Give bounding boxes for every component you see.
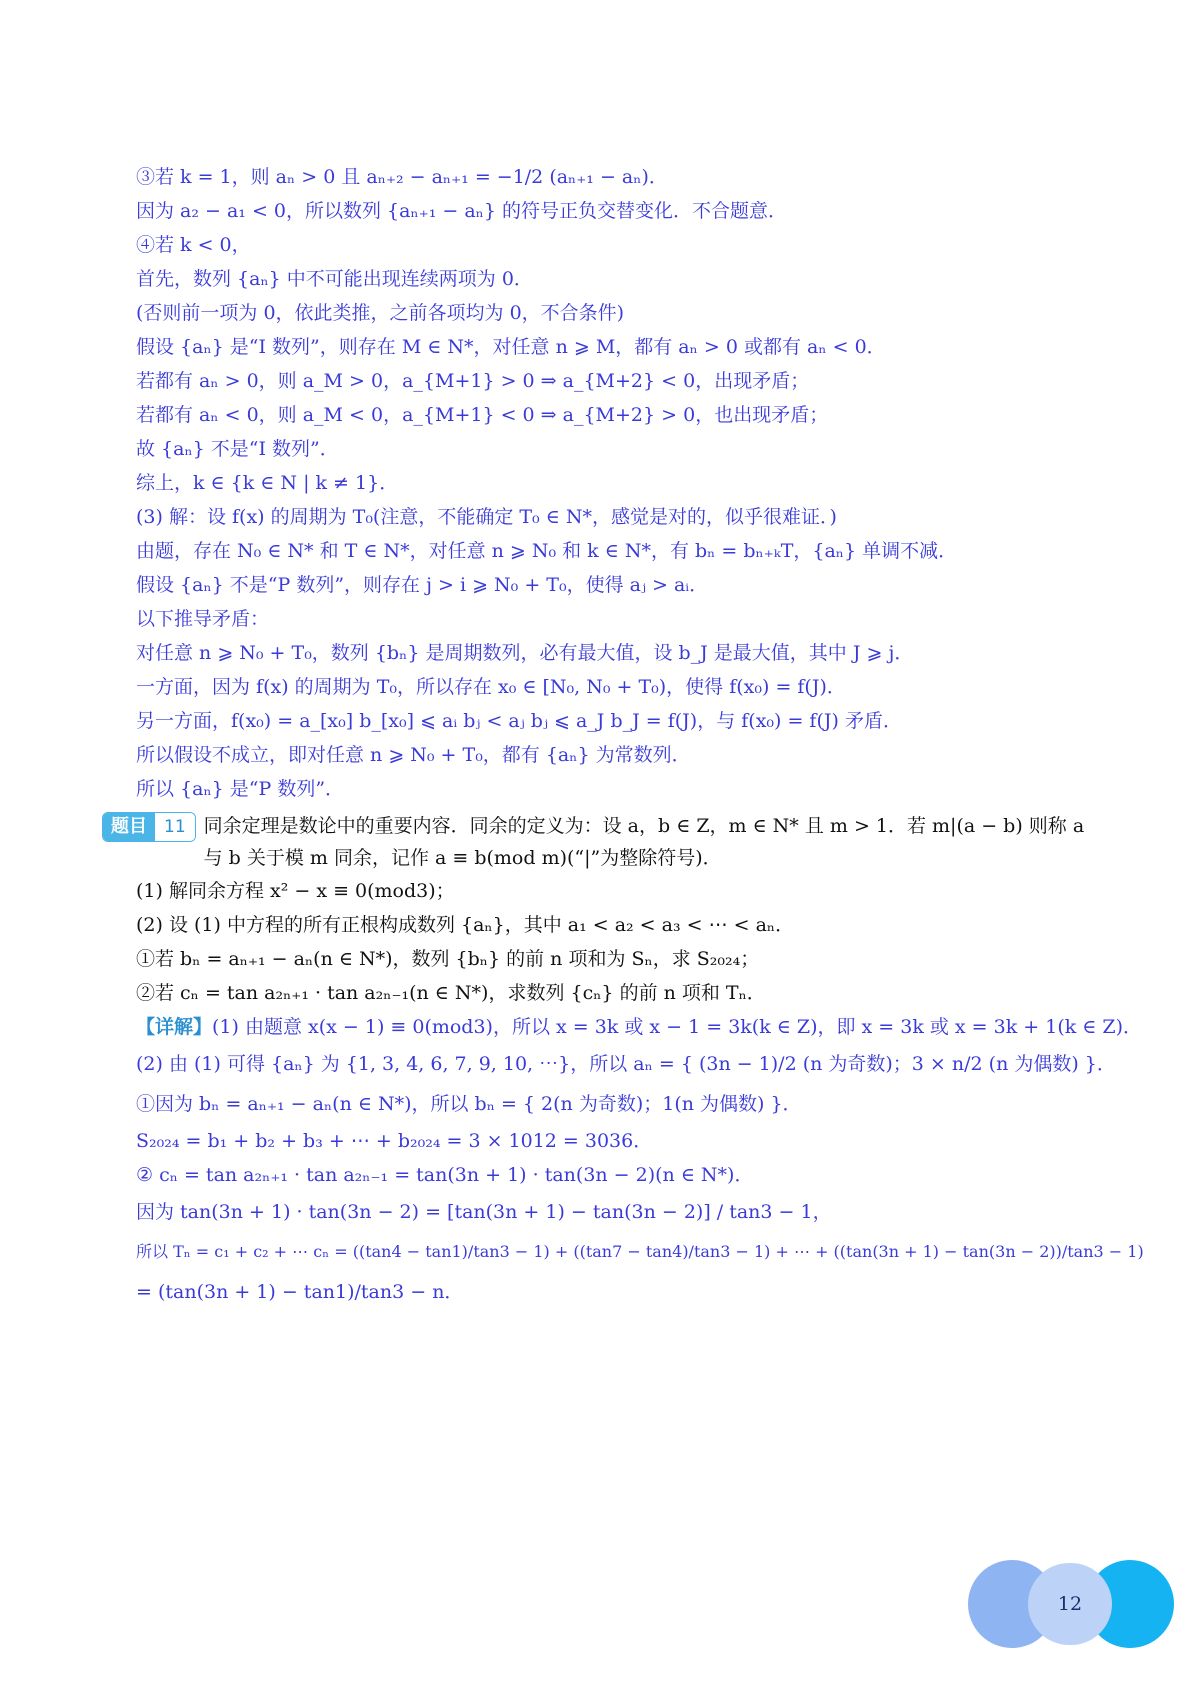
solution-line: ④若 k < 0， (136, 234, 251, 256)
question-tag-word: 题目 (103, 813, 155, 841)
solution-line: 一方面，因为 f(x) 的周期为 T₀，所以存在 x₀ ∈ [N₀, N₀ + T₀)，使得 f(x₀) = f(J)． (136, 676, 846, 698)
solution-line: 假设 {aₙ} 不是“P 数列”，则存在 j > i ⩾ N₀ + T₀，使得 aⱼ > aᵢ． (136, 574, 709, 596)
solution-line: 另一方面，f(x₀) = a_[x₀] b_[x₀] ⩽ aᵢ bⱼ < aⱼ bⱼ ⩽ a_J b_J = f(J)，与 f(x₀) = f(J) 矛盾． (136, 710, 902, 732)
solution-line: 对任意 n ⩾ N₀ + T₀，数列 {bₙ} 是周期数列，必有最大值，设 b_J 是最大值，其中 J ⩾ j． (136, 642, 914, 664)
question-part: (1) 解同余方程 x² − x ≡ 0(mod3)； (136, 880, 455, 902)
question-number: 11 (155, 813, 195, 841)
solution-line: 若都有 aₙ < 0，则 a_M < 0，a_{M+1} < 0 ⇒ a_{M+2} > 0，也出现矛盾； (136, 404, 829, 426)
question-tag (102, 812, 196, 842)
answer-section (136, 1010, 1144, 1312)
solution-line: (3) 解：设 f(x) 的周期为 T₀(注意，不能确定 T₀ ∈ N*，感觉是对的，似乎很难证．) (136, 506, 837, 528)
answer-line: (2) 由 (1) 可得 {aₙ} 为 {1, 3, 4, 6, 7, 9, 10, ⋯}，所以 aₙ = { (3n − 1)/2 (n 为奇数)；3 × n/2 (n 为偶数) }． (136, 1053, 1116, 1075)
solution-continuation (136, 160, 1106, 806)
answer-line: = (tan(3n + 1) − tan1)/tan3 − n． (136, 1281, 464, 1303)
answer-line: 因为 tan(3n + 1) · tan(3n − 2) = [tan(3n + 1) − tan(3n − 2)] / tan3 − 1， (136, 1201, 832, 1223)
solution-line: 所以 {aₙ} 是“P 数列”． (136, 778, 345, 800)
answer-line: ①因为 bₙ = aₙ₊₁ − aₙ(n ∈ N*)，所以 bₙ = { 2(n 为奇数)；1(n 为偶数) }． (136, 1093, 802, 1115)
question-part: ②若 cₙ = tan a₂ₙ₊₁ · tan a₂ₙ₋₁(n ∈ N*)，求数列 {cₙ} 的前 n 项和 Tₙ． (136, 982, 766, 1004)
question-part: (2) 设 (1) 中方程的所有正根构成数列 {aₙ}，其中 a₁ < a₂ < a₃ < ⋯ < aₙ． (136, 914, 795, 936)
solution-line: 所以假设不成立，即对任意 n ⩾ N₀ + T₀，都有 {aₙ} 为常数列． (136, 744, 691, 766)
answer-line: S₂₀₂₄ = b₁ + b₂ + b₃ + ⋯ + b₂₀₂₄ = 3 × 1012 = 3036． (136, 1130, 653, 1152)
answer-line: 所以 Tₙ = c₁ + c₂ + ⋯ cₙ = ((tan4 − tan1)/tan3 − 1) + ((tan7 − tan4)/tan3 − 1) + ⋯ + ((tan(3n + 1) − tan(3n − 2))/tan3 − 1) (136, 1242, 1144, 1261)
solution-line: (否则前一项为 0，依此类推，之前各项均为 0，不合条件) (136, 302, 625, 324)
solution-line: ③若 k = 1，则 aₙ > 0 且 aₙ₊₂ − aₙ₊₁ = −1/2 (aₙ₊₁ − aₙ)． (136, 166, 668, 188)
solution-line: 因为 a₂ − a₁ < 0，所以数列 {aₙ₊₁ − aₙ} 的符号正负交替变化．不合题意． (136, 200, 788, 222)
question-parts (136, 874, 1106, 1010)
solution-line: 假设 {aₙ} 是“I 数列”，则存在 M ∈ N*，对任意 n ⩾ M，都有 aₙ > 0 或都有 aₙ < 0． (136, 336, 886, 358)
question-stem: 同余定理是数论中的重要内容．同余的定义为：设 a，b ∈ Z，m ∈ N* 且 m > 1．若 m|(a − b) 则称 a 与 b 关于模 m 同余，记作 a ≡ b(mod m)(“|”为整除符号)． (203, 815, 1085, 869)
solution-line: 故 {aₙ} 不是“I 数列”． (136, 438, 339, 460)
question-part: ①若 bₙ = aₙ₊₁ − aₙ(n ∈ N*)，数列 {bₙ} 的前 n 项和为 Sₙ，求 S₂₀₂₄； (136, 948, 760, 970)
page-content (111, 160, 1144, 1312)
answer-line (136, 1010, 1143, 1044)
answer-line: ② cₙ = tan a₂ₙ₊₁ · tan a₂ₙ₋₁ = tan(3n + 1) · tan(3n − 2)(n ∈ N*)． (136, 1164, 754, 1186)
page-number-badge (1028, 1563, 1112, 1645)
solution-line: 综上，k ∈ {k ∈ N | k ≠ 1}． (136, 472, 399, 494)
answer-label: 【详解】 (136, 1016, 213, 1038)
page-number: 12 (1057, 1593, 1083, 1615)
solution-line: 首先，数列 {aₙ} 中不可能出现连续两项为 0． (136, 268, 533, 290)
solution-line: 由题，存在 N₀ ∈ N* 和 T ∈ N*，对任意 n ⩾ N₀ 和 k ∈ N*，有 bₙ = bₙ₊ₖT，{aₙ} 单调不减． (136, 540, 958, 562)
question-header (102, 810, 1106, 874)
solution-line: 以下推导矛盾： (136, 608, 270, 630)
solution-line: 若都有 aₙ > 0，则 a_M > 0，a_{M+1} > 0 ⇒ a_{M+2} < 0，出现矛盾； (136, 370, 810, 392)
answer-text: (1) 由题意 x(x − 1) ≡ 0(mod3)，所以 x = 3k 或 x − 1 = 3k(k ∈ Z)，即 x = 3k 或 x = 3k + 1(k ∈ Z)． (212, 1016, 1143, 1038)
